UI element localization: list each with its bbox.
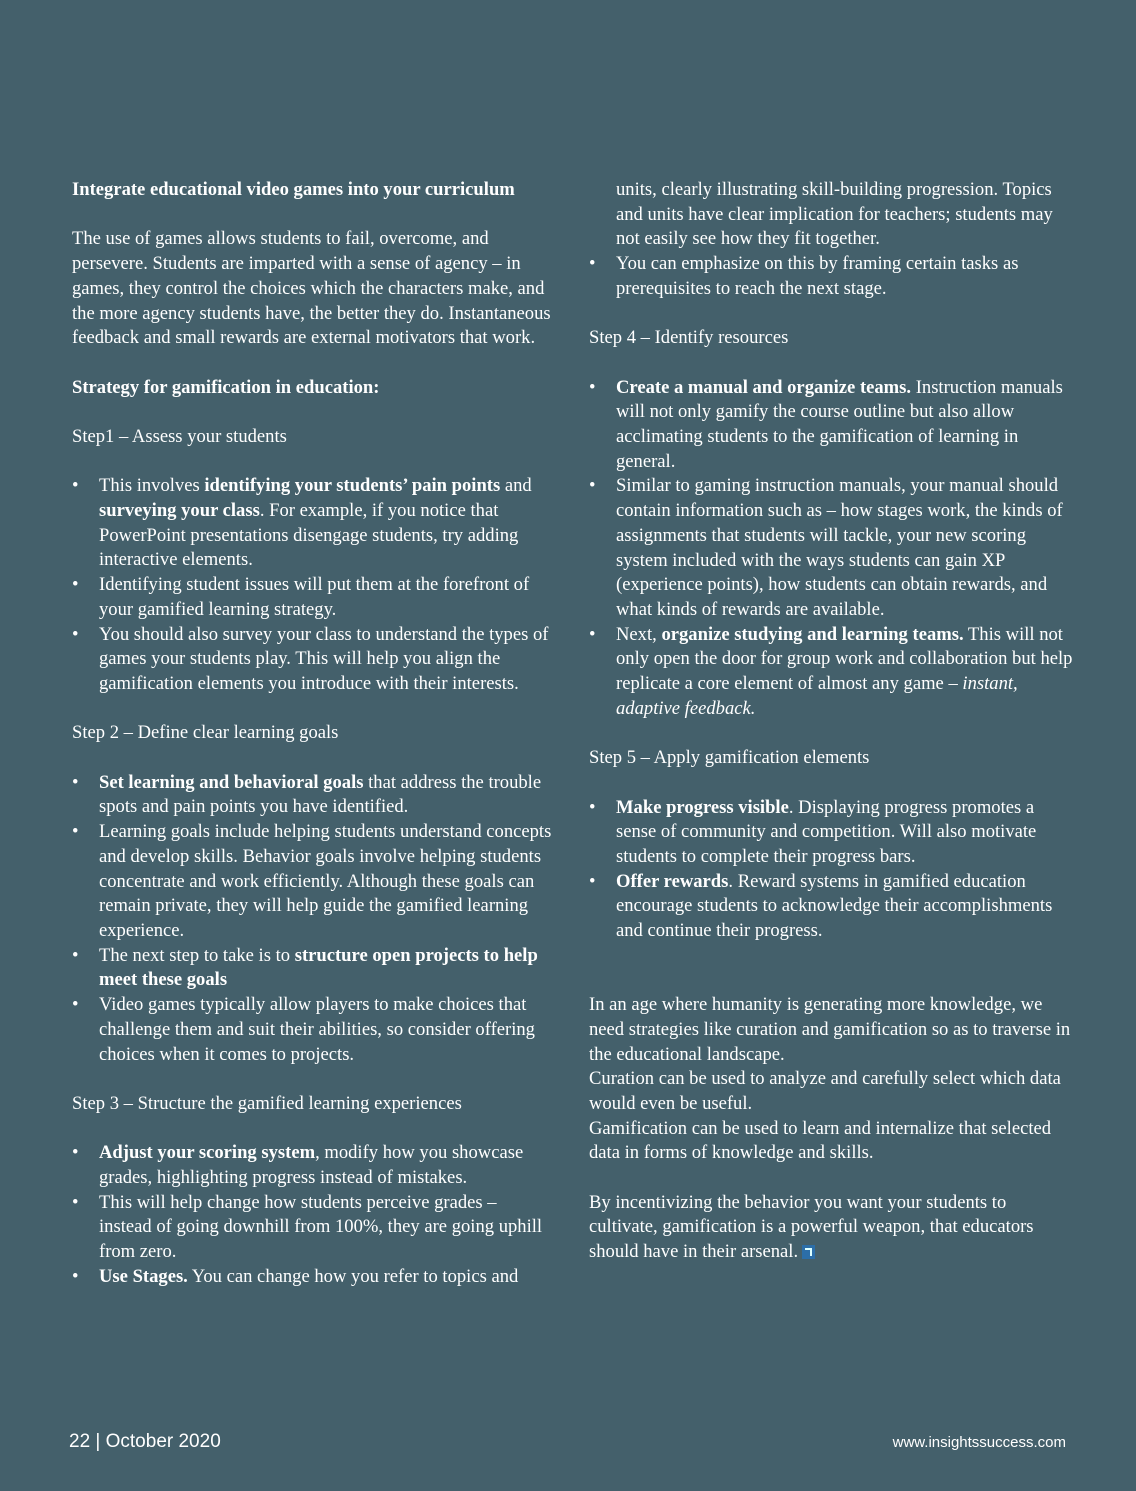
closing-paragraph: Gamification can be used to learn and internalize that selected data in forms of knowledge and skills. — [589, 1117, 1052, 1164]
step4-title: Step 4 – Identify resources — [589, 327, 789, 349]
step1-list — [72, 474, 552, 696]
list-item: • Make progress visible. Displaying progress promotes a sense of community and competition. Will also motivate students to complete their progress bars. — [589, 796, 1079, 870]
list-item-continued: units, clearly illustrating skill-building progression. Topics and units have clear implication for teachers; students may not easily see how they fit together. — [616, 179, 1053, 250]
list-item: • You can emphasize on this by framing certain tasks as prerequisites to reach the next stage. — [589, 252, 1079, 301]
list-item: • Next, organize studying and learning teams. This will not only open the door for group work and collaboration but help replicate a core element of almost any game – instant, adaptive feedback. — [589, 623, 1079, 722]
list-item: • Adjust your scoring system, modify how you showcase grades, highlighting progress instead of mistakes. — [72, 1141, 552, 1190]
step4-list — [589, 376, 1079, 722]
list-item: • Identifying student issues will put them at the forefront of your gamified learning strategy. — [72, 573, 552, 622]
step2-title: Step 2 – Define clear learning goals — [72, 722, 339, 744]
right-column — [589, 178, 1079, 1265]
page-number: 22 | October 2020 — [69, 1431, 221, 1452]
final-paragraph: By incentivizing the behavior you want your students to cultivate, gamification is a powerful weapon, that educators should have in their arsenal. — [589, 1191, 1034, 1263]
list-item: • Offer rewards. Reward systems in gamified education encourage students to acknowledge their accomplishments and continue their progress. — [589, 870, 1079, 944]
step1-title: Step1 – Assess your students — [72, 425, 287, 447]
list-item: • Set learning and behavioral goals that address the trouble spots and pain points you have identified. — [72, 771, 552, 820]
website-url: www.insightssuccess.com — [892, 1434, 1066, 1451]
strategy-heading: Strategy for gamification in education: — [72, 376, 380, 398]
step5-title: Step 5 – Apply gamification elements — [589, 747, 870, 769]
step3-title: Step 3 – Structure the gamified learning experiences — [72, 1092, 462, 1114]
list-item: • Use Stages. You can change how you refer to topics and — [72, 1265, 552, 1290]
closing-paragraph: Curation can be used to analyze and carefully select which data would even be useful. — [589, 1068, 1061, 1114]
left-column — [72, 178, 552, 1290]
step3-list-continued — [589, 178, 1079, 302]
list-item: • You should also survey your class to understand the types of games your students play. This will help you align the gamification elements you introduce with their interests. — [72, 623, 552, 697]
list-item: • Create a manual and organize teams. Instruction manuals will not only gamify the course outline but also allow acclimating students to the gamification of learning in general. — [589, 376, 1079, 475]
step2-list — [72, 771, 552, 1067]
intro-paragraph: The use of games allows students to fail, overcome, and persevere. Students are imparted with a sense of agency – in games, they control the choices which the characters make, and the more agency students have, the better they do. Instantaneous feedback and small rewards are external motivators that work. — [72, 228, 551, 349]
list-item: • This will help change how students perceive grades – instead of going downhill from 100%, they are going uphill from zero. — [72, 1191, 552, 1265]
step3-list — [72, 1141, 552, 1289]
list-item: • Learning goals include helping students understand concepts and develop skills. Behavior goals involve helping students concentrate and work efficiently. Although these goals can remain private, they will help guide the gamified learning experience. — [72, 820, 552, 944]
step5-list — [589, 796, 1079, 944]
list-item: • Similar to gaming instruction manuals, your manual should contain information such as – how stages work, the kinds of assignments that students will tackle, your new scoring system included with the ways students can gain XP (experience points), how students can obtain rewards, and what kinds of rewards are available. — [589, 474, 1079, 622]
section-heading: Integrate educational video games into your curriculum — [72, 179, 515, 200]
list-item: • The next step to take is to structure open projects to help meet these goals — [72, 944, 552, 993]
end-mark-icon — [802, 1245, 815, 1259]
closing-paragraph: In an age where humanity is generating more knowledge, we need strategies like curation and gamification so as to traverse in the educational landscape. — [589, 994, 1071, 1065]
list-item: • This involves identifying your students’ pain points and surveying your class. For example, if you notice that PowerPoint presentations disengage students, try adding interactive elements. — [72, 474, 552, 573]
list-item: • Video games typically allow players to make choices that challenge them and suit their abilities, so consider offering choices when it comes to projects. — [72, 993, 552, 1067]
